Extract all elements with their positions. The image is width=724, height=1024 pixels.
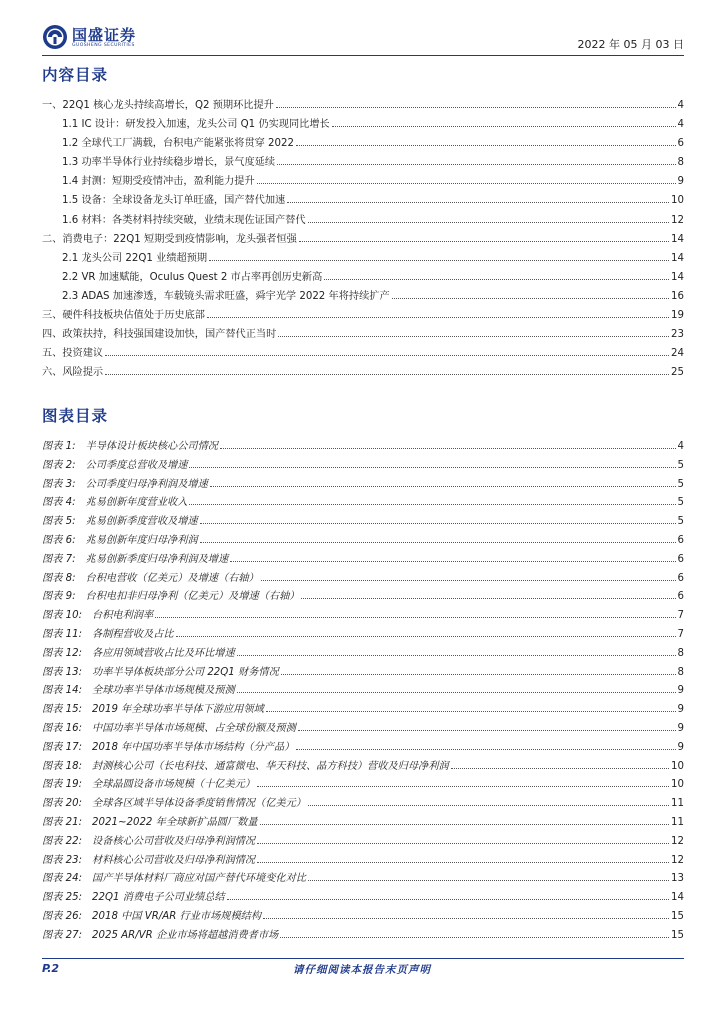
figure-page-number: 5 (677, 459, 684, 471)
figure-label: 图表 19: (42, 779, 83, 791)
toc-section-entry[interactable] (42, 306, 684, 325)
figure-caption: 2019 年全球功率半导体下游应用领域 (92, 704, 264, 716)
figure-list-entry[interactable] (42, 851, 684, 870)
figure-leader-dots (257, 835, 669, 844)
brand-logo (42, 22, 152, 54)
figure-list-entry[interactable] (42, 663, 684, 682)
figure-caption: 2025 AR/VR 企业市场将超越消费者市场 (92, 929, 279, 941)
figure-label: 图表 21: (42, 816, 83, 828)
figure-list-entry[interactable] (42, 456, 684, 475)
figure-list-entry[interactable] (42, 907, 684, 926)
toc-entry-text: 1.5 设备：全球设备龙头订单旺盛，国产替代加速 (62, 195, 286, 207)
figure-page-number: 11 (671, 816, 684, 828)
figure-list-entry[interactable] (42, 625, 684, 644)
toc-leader-dots (287, 194, 669, 203)
figure-label: 图表 2: (42, 459, 76, 471)
figure-page-number: 9 (677, 722, 684, 734)
toc-entry-text: 1.4 封测：短期受疫情冲击，盈利能力提升 (62, 176, 255, 188)
toc-leader-dots (257, 175, 676, 184)
figure-list-entry[interactable] (42, 681, 684, 700)
toc-entry-text: 二、消费电子：22Q1 短期受到疫情影响，龙头强者恒强 (42, 233, 297, 245)
figure-caption: 功率半导体板块部分公司 22Q1 财务情况 (92, 666, 279, 678)
figure-label: 图表 4: (42, 497, 76, 509)
figure-list-entry[interactable] (42, 869, 684, 888)
figure-list-entry[interactable] (42, 757, 684, 776)
figure-caption: 各制程营收及占比 (92, 628, 174, 640)
toc-page-number: 14 (671, 233, 684, 245)
toc-title: 内容目录 (42, 66, 109, 84)
figure-leader-dots (220, 440, 676, 449)
figure-page-number: 9 (677, 704, 684, 716)
toc-section-entry[interactable] (42, 230, 684, 249)
figure-page-number: 12 (671, 835, 684, 847)
figure-caption: 台积电营收（亿美元）及增速（右轴） (85, 572, 259, 584)
figure-label: 图表 23: (42, 854, 83, 866)
toc-entry-text: 1.3 功率半导体行业持续稳步增长，景气度延续 (62, 157, 276, 169)
figure-label: 图表 16: (42, 722, 83, 734)
toc-entry-text: 一、22Q1 核心龙头持续高增长，Q2 预期环比提升 (42, 100, 274, 111)
figure-list-entry[interactable] (42, 606, 684, 625)
figure-caption: 设备核心公司营收及归母净利润情况 (92, 835, 256, 847)
toc-entry-text: 2.1 龙头公司 22Q1 业绩超预期 (62, 252, 208, 264)
figure-page-number: 7 (677, 628, 684, 640)
figure-page-number: 9 (677, 741, 684, 753)
figure-list-entry[interactable] (42, 437, 684, 456)
figure-leader-dots (298, 722, 676, 731)
figure-leader-dots (189, 496, 675, 505)
toc-subsection-entry[interactable] (42, 268, 684, 287)
figure-caption: 封测核心公司（长电科技、通富微电、华天科技、晶方科技）营收及归母净利润 (92, 760, 449, 772)
figure-leader-dots (237, 647, 676, 656)
figure-list (42, 437, 684, 945)
figure-leader-dots (281, 666, 676, 675)
figure-caption: 兆易创新年度归母净利润 (85, 534, 198, 546)
figure-caption: 22Q1 消费电子公司业绩总结 (92, 892, 225, 904)
figure-page-number: 6 (677, 534, 684, 546)
figure-page-number: 6 (677, 591, 684, 603)
toc-leader-dots (277, 156, 676, 165)
toc-leader-dots (324, 271, 669, 280)
toc-section-entry[interactable] (42, 363, 684, 382)
figure-caption: 兆易创新季度归母净利润及增速 (85, 553, 229, 565)
figure-leader-dots (257, 854, 669, 863)
toc-entry-text: 三、硬件科技板块估值处于历史底部 (42, 310, 205, 322)
figure-leader-dots (176, 628, 676, 637)
figure-caption: 全球晶圆设备市场规模（十亿美元） (92, 779, 256, 791)
figure-list-entry[interactable] (42, 888, 684, 907)
toc-page-number: 14 (671, 271, 684, 283)
figure-page-number: 11 (671, 798, 684, 810)
figure-list-entry[interactable] (42, 644, 684, 663)
figure-label: 图表 22: (42, 835, 83, 847)
toc-entry-text: 2.3 ADAS 加速渗透，车载镜头需求旺盛，舜宇光学 2022 年将持续扩产 (62, 290, 390, 302)
footer-divider (42, 958, 684, 959)
toc-leader-dots (105, 366, 669, 375)
toc-list (42, 96, 684, 382)
figure-leader-dots (296, 741, 675, 750)
toc-entry-text: 2.2 VR 加速赋能，Oculus Quest 2 市占率再创历史新高 (62, 271, 323, 283)
figure-label: 图表 17: (42, 741, 83, 753)
figure-list-entry[interactable] (42, 531, 684, 550)
figure-page-number: 14 (671, 892, 684, 904)
figure-label: 图表 14: (42, 685, 83, 697)
figure-leader-dots (280, 929, 669, 938)
toc-leader-dots (105, 347, 669, 356)
figure-page-number: 8 (677, 666, 684, 678)
figure-caption: 半导体设计板块核心公司情况 (85, 441, 218, 452)
toc-entry-text: 1.6 材料：各类材料持续突破，业绩末现佐证国产替代 (62, 214, 306, 226)
figure-caption: 全球各区域半导体设备季度销售情况（亿美元） (92, 798, 306, 810)
brand-logo-icon (42, 24, 68, 50)
figure-leader-dots (260, 816, 670, 825)
figure-caption: 材料核心公司营收及归母净利润情况 (92, 854, 256, 866)
toc-leader-dots (392, 290, 669, 299)
figure-label: 图表 24: (42, 873, 83, 885)
figure-caption: 公司季度归母净利润及增速 (85, 478, 208, 490)
figure-label: 图表 12: (42, 647, 83, 659)
figure-page-number: 7 (677, 610, 684, 622)
figure-page-number: 4 (677, 441, 684, 452)
figure-label: 图表 11: (42, 628, 83, 640)
toc-page-number: 23 (671, 329, 684, 341)
figure-label: 图表 15: (42, 704, 83, 716)
figure-label: 图表 25: (42, 892, 83, 904)
figure-label: 图表 1: (42, 441, 76, 452)
figure-page-number: 15 (671, 929, 684, 941)
toc-section-entry[interactable] (42, 325, 684, 344)
report-date: 2022 年 05 月 03 日 (577, 38, 684, 51)
figure-label: 图表 27: (42, 929, 83, 941)
figure-leader-dots (200, 515, 676, 524)
figure-page-number: 13 (671, 873, 684, 885)
figure-page-number: 5 (677, 516, 684, 528)
toc-page-number: 24 (671, 348, 684, 360)
figure-leader-dots (451, 760, 669, 769)
toc-page-number: 14 (671, 252, 684, 264)
figure-caption: 国产半导体材料厂商应对国产替代环境变化对比 (92, 873, 306, 885)
toc-subsection-entry[interactable] (42, 249, 684, 268)
figure-leader-dots (308, 872, 669, 881)
figure-label: 图表 26: (42, 910, 83, 922)
figure-list-entry[interactable] (42, 832, 684, 851)
figure-caption: 2018 中国 VR/AR 行业市场规模结构 (92, 910, 262, 922)
figure-label: 图表 6: (42, 534, 76, 546)
toc-leader-dots (207, 309, 669, 318)
figure-label: 图表 18: (42, 760, 83, 772)
figure-page-number: 5 (677, 478, 684, 490)
figure-label: 图表 5: (42, 516, 76, 528)
toc-page-number: 4 (677, 100, 684, 111)
figure-label: 图表 9: (42, 591, 76, 603)
figure-leader-dots (263, 910, 669, 919)
figure-caption: 2021~2022 年全球新扩晶圆厂数量 (92, 816, 258, 828)
toc-subsection-entry[interactable] (42, 191, 684, 210)
toc-leader-dots (278, 328, 669, 337)
header-divider (42, 55, 684, 56)
figure-list-entry[interactable] (42, 493, 684, 512)
figure-list-title: 图表目录 (42, 407, 109, 425)
figure-page-number: 6 (677, 553, 684, 565)
toc-entry-text: 1.2 全球代工厂满载，台积电产能紧张将贯穿 2022 (62, 138, 294, 150)
toc-leader-dots (308, 214, 669, 223)
figure-leader-dots (227, 891, 669, 900)
toc-entry-text: 五、投资建议 (42, 348, 104, 360)
toc-page-number: 25 (671, 367, 684, 379)
figure-leader-dots (237, 684, 676, 693)
figure-page-number: 9 (677, 685, 684, 697)
figure-page-number: 5 (677, 497, 684, 509)
figure-leader-dots (266, 703, 676, 712)
toc-page-number: 8 (677, 157, 684, 169)
toc-page-number: 6 (677, 138, 684, 150)
figure-leader-dots (230, 553, 675, 562)
toc-leader-dots (276, 99, 676, 108)
figure-caption: 2018 年中国功率半导体市场结构（分产品） (92, 741, 295, 753)
figure-label: 图表 13: (42, 666, 83, 678)
toc-subsection-entry[interactable] (42, 287, 684, 306)
footer-page-number: P.2 (42, 962, 60, 975)
toc-leader-dots (296, 137, 676, 146)
figure-page-number: 15 (671, 910, 684, 922)
figure-list-entry[interactable] (42, 587, 684, 606)
figure-leader-dots (308, 797, 669, 806)
toc-page-number: 4 (677, 119, 684, 131)
figure-label: 图表 10: (42, 610, 83, 622)
figure-leader-dots (301, 590, 675, 599)
figure-caption: 中国功率半导体市场规模、占全球份额及预测 (92, 722, 296, 734)
page-header (42, 22, 684, 56)
figure-list-entry[interactable] (42, 700, 684, 719)
toc-page-number: 19 (671, 310, 684, 322)
toc-entry-text: 六、风险提示 (42, 367, 104, 379)
figure-label: 图表 8: (42, 572, 76, 584)
figure-list-entry[interactable] (42, 926, 684, 945)
figure-caption: 台积电扣非归母净利（亿美元）及增速（右轴） (85, 591, 300, 603)
toc-page-number: 12 (671, 214, 684, 226)
figure-caption: 兆易创新季度营收及增速 (85, 516, 198, 528)
figure-list-entry[interactable] (42, 569, 684, 588)
toc-section-entry[interactable] (42, 96, 684, 115)
figure-caption: 公司季度总营收及增速 (85, 459, 188, 471)
toc-subsection-entry[interactable] (42, 115, 684, 134)
figure-label: 图表 3: (42, 478, 76, 490)
brand-english-name: GUOSHENG SECURITIES (72, 43, 135, 48)
figure-caption: 兆易创新年度营业收入 (85, 497, 188, 509)
footer-disclaimer: 请仔细阅读本报告末页声明 (293, 964, 431, 976)
figure-caption: 全球功率半导体市场规模及预测 (92, 685, 235, 697)
toc-section-entry[interactable] (42, 344, 684, 363)
toc-subsection-entry[interactable] (42, 134, 684, 153)
figure-page-number: 8 (677, 647, 684, 659)
figure-page-number: 6 (677, 572, 684, 584)
toc-entry-text: 四、政策扶持，科技强国建设加快，国产替代正当时 (42, 329, 277, 341)
figure-leader-dots (189, 459, 675, 468)
figure-caption: 各应用领域营收占比及环比增速 (92, 647, 235, 659)
figure-list-entry[interactable] (42, 719, 684, 738)
toc-page-number: 9 (677, 176, 684, 188)
toc-subsection-entry[interactable] (42, 211, 684, 230)
figure-list-entry[interactable] (42, 813, 684, 832)
figure-label: 图表 7: (42, 553, 76, 565)
toc-leader-dots (209, 252, 669, 261)
figure-leader-dots (200, 534, 676, 543)
toc-subsection-entry[interactable] (42, 153, 684, 172)
figure-leader-dots (210, 478, 676, 487)
brand-name: 国盛证券 (72, 26, 137, 44)
figure-caption: 台积电利润率 (92, 610, 154, 622)
figure-list-entry[interactable] (42, 738, 684, 757)
figure-list-entry[interactable] (42, 512, 684, 531)
figure-page-number: 10 (671, 760, 684, 772)
toc-page-number: 16 (671, 290, 684, 302)
figure-leader-dots (257, 778, 669, 787)
toc-leader-dots (332, 118, 676, 127)
figure-list-entry[interactable] (42, 794, 684, 813)
toc-entry-text: 1.1 IC 设计：研发投入加速，龙头公司 Q1 仍实现同比增长 (62, 119, 330, 131)
figure-leader-dots (155, 609, 675, 618)
figure-page-number: 12 (671, 854, 684, 866)
figure-list-entry[interactable] (42, 550, 684, 569)
figure-leader-dots (261, 572, 676, 581)
figure-list-entry[interactable] (42, 775, 684, 794)
figure-list-entry[interactable] (42, 475, 684, 494)
figure-page-number: 10 (671, 779, 684, 791)
toc-page-number: 10 (671, 195, 684, 207)
toc-leader-dots (299, 233, 669, 242)
toc-subsection-entry[interactable] (42, 172, 684, 191)
figure-label: 图表 20: (42, 798, 83, 810)
